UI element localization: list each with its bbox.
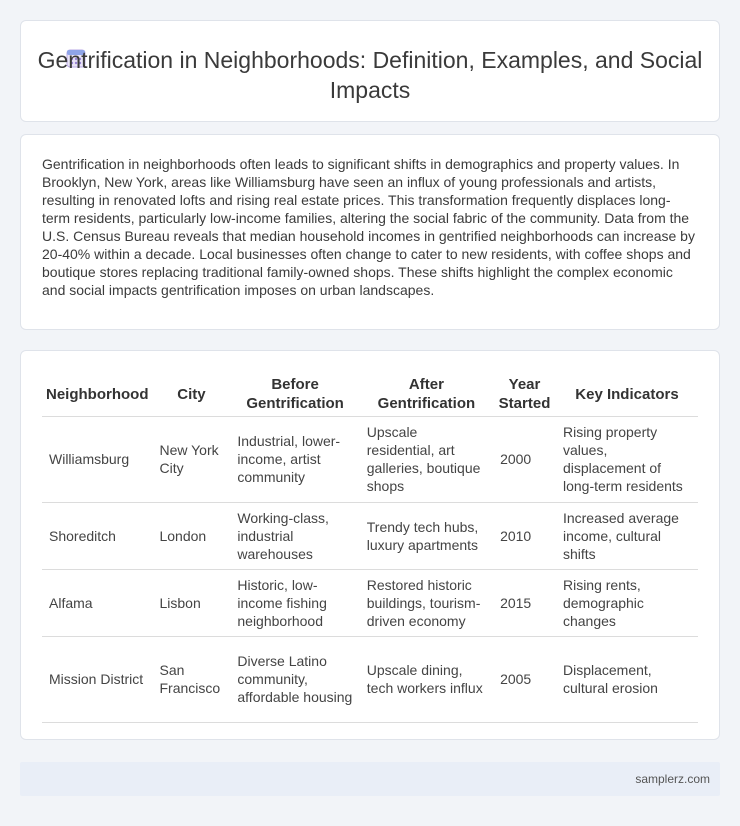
table-row <box>42 636 698 722</box>
column-header: Neighborhood <box>42 371 152 416</box>
table-cell: Shoreditch <box>42 502 152 569</box>
table-cell: Working-class, industrial warehouses <box>230 502 359 569</box>
table-cell: Mission District <box>42 636 152 722</box>
footer-source-link[interactable]: samplerz.com <box>635 772 710 786</box>
table-row <box>42 569 698 636</box>
table-row <box>42 502 698 569</box>
table-cell: 2005 <box>493 636 556 722</box>
table-cell: Trendy tech hubs, luxury apartments <box>360 502 493 569</box>
table-cell: Diverse Latino community, affordable housing <box>230 636 359 722</box>
column-header: City <box>152 371 230 416</box>
table-cell: 2015 <box>493 569 556 636</box>
table-header-row <box>42 371 698 416</box>
table-cell: Upscale dining, tech workers influx <box>360 636 493 722</box>
footer <box>20 762 720 796</box>
table-card <box>20 350 720 740</box>
table-cell: Lisbon <box>152 569 230 636</box>
table-cell: Williamsburg <box>42 416 152 502</box>
table-cell: 2010 <box>493 502 556 569</box>
table-cell: San Francisco <box>152 636 230 722</box>
title-card <box>20 20 720 122</box>
table-cell: Upscale residential, art galleries, boutique shops <box>360 416 493 502</box>
intro-paragraph: Gentrification in neighborhoods often leads to significant shifts in demographics and property values. In Brooklyn, New York, areas like Williamsburg have seen an influx of young professionals and artists, resulting in renovated lofts and rising real estate prices. This transformation frequently displaces long-term residents, particularly low-income families, altering the social fabric of the community. Data from the U.S. Census Bureau reveals that median household incomes in gentrified neighborhoods can increase by 20-40% within a decade. Local businesses often change to cater to new residents, with coffee shops and boutique stores replacing traditional family-owned shops. These shifts highlight the complex economic and social impacts gentrification imposes on urban landscapes. <box>42 156 695 298</box>
column-header: Before Gentrification <box>230 371 359 416</box>
table-cell: New York City <box>152 416 230 502</box>
column-header: Key Indicators <box>556 371 698 416</box>
intro-card <box>20 134 720 330</box>
table-cell: Historic, low-income fishing neighborhood <box>230 569 359 636</box>
table-cell: Alfama <box>42 569 152 636</box>
table-cell: Increased average income, cultural shifts <box>556 502 698 569</box>
table-cell: Displacement, cultural erosion <box>556 636 698 722</box>
gentrification-table <box>42 371 698 723</box>
column-header: Year Started <box>493 371 556 416</box>
page-title: Gentrification in Neighborhoods: Definition, Examples, and Social Impacts <box>37 47 703 103</box>
table-cell: Industrial, lower-income, artist community <box>230 416 359 502</box>
column-header: After Gentrification <box>360 371 493 416</box>
table-cell: Rising rents, demographic changes <box>556 569 698 636</box>
table-cell: 2000 <box>493 416 556 502</box>
table-row <box>42 416 698 502</box>
table-cell: London <box>152 502 230 569</box>
table-cell: Rising property values, displacement of long-term residents <box>556 416 698 502</box>
table-cell: Restored historic buildings, tourism-driven economy <box>360 569 493 636</box>
